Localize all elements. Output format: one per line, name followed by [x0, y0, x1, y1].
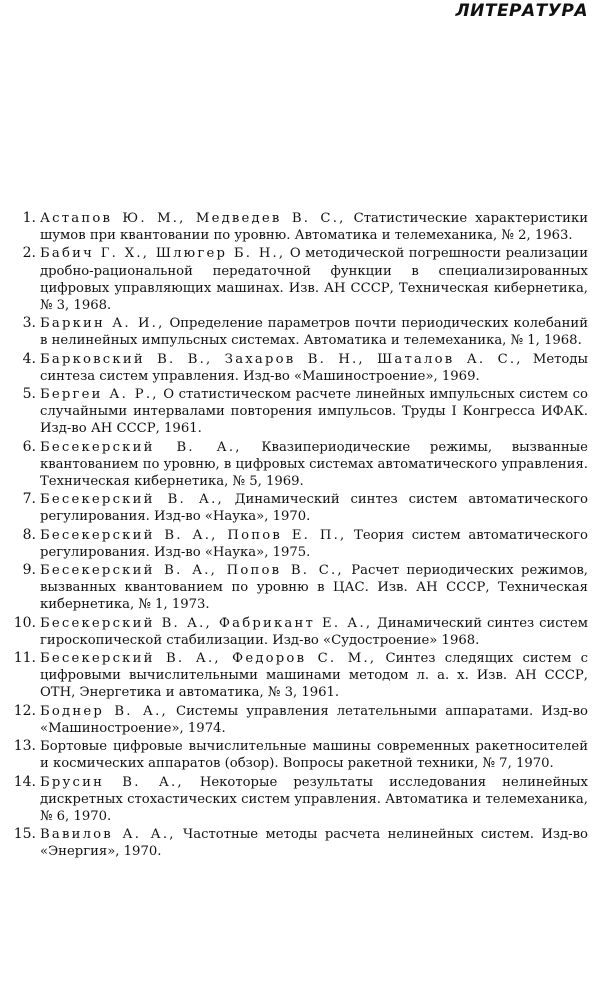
reference-authors: Бесекерский В. А., Попов Е. П., [40, 527, 347, 543]
reference-number: 13. [13, 738, 36, 755]
reference-authors: Боднер В. А., [40, 703, 168, 719]
reference-item [6, 826, 588, 860]
reference-number: 8. [22, 526, 36, 543]
reference-text: Частотные методы расчета нелинейных систем. Изд-во «Энергия», 1970. [40, 827, 588, 860]
reference-text: Некоторые результаты исследования нелинейных дискретных стохастических систем управления. Автоматика и телемеханика, № 6, 1970. [40, 774, 588, 824]
reference-number: 15. [13, 826, 36, 843]
reference-item [6, 315, 588, 349]
reference-number: 9. [22, 562, 36, 579]
reference-text: Квазипериодические режимы, вызванные квантованием по уровню, в цифровых системах автоматического управления. Техническая кибернетика, № 5, 1969. [40, 439, 588, 490]
reference-text: Бортовые цифровые вычислительные машины современных ракетносителей и космических аппаратов (обзор). Вопросы ракетной техники, № 7, 1970. [40, 739, 588, 772]
reference-number: 6. [22, 438, 36, 455]
reference-authors: Бесекерский В. А., Фабрикант Е. А., [40, 615, 373, 631]
reference-authors: Баркин А. И., [40, 316, 165, 332]
reference-item [6, 245, 588, 314]
reference-text: О методической погрешности реализации дробно-рациональной передаточной функции в специализированных цифровых управляющих машинах. Изв. АН СССР, Техническая кибернетика, № 3, 1968. [40, 246, 589, 314]
reference-item [6, 703, 588, 737]
reference-authors: Бабич Г. Х., Шлюгер Б. Н., [40, 246, 286, 262]
reference-item [6, 491, 588, 525]
reference-number: 14. [13, 773, 36, 790]
reference-authors: Вавилов А. А., [40, 827, 176, 843]
reference-text: Статистические характеристики шумов при квантовании по уровню. Автоматика и телемеханика, № 2, 1963. [40, 211, 588, 244]
page-heading: ЛИТЕРАТУРА [455, 1, 588, 21]
reference-item [6, 527, 588, 561]
reference-number: 2. [22, 245, 36, 262]
reference-item [6, 439, 588, 491]
reference-authors: Брусин В. А., [40, 774, 184, 790]
reference-item [6, 562, 588, 614]
reference-authors: Бесекерский В. А., [40, 439, 242, 455]
reference-item [6, 351, 588, 385]
reference-number: 11. [13, 650, 36, 667]
reference-item [6, 615, 588, 649]
reference-text: Синтез следящих систем с цифровыми вычислительными машинами методом л. а. х. Изв. АН СССР, ОТН, Энергетика и автоматика, № 3, 1961. [40, 651, 588, 701]
reference-text: Системы управления летательными аппаратами. Изд-во «Машиностроение», 1974. [40, 703, 588, 736]
reference-number: 7. [22, 491, 36, 508]
reference-authors: Бесекерский В. А., Попов В. С., [40, 563, 344, 579]
reference-authors: Бесекерский В. А., [40, 492, 224, 508]
reference-text: Динамический синтез систем автоматического регулирования. Изд-во «Наука», 1970. [40, 492, 588, 525]
reference-number: 12. [13, 702, 36, 719]
reference-text: Методы синтеза систем управления. Изд-во «Машиностроение», 1969. [40, 351, 588, 384]
reference-text: О статистическом расчете линейных импульсных систем со случайными интервалами повторения импульсов. Труды I Конгресса ИФАК. Изд-во АН СССР, 1961. [40, 387, 588, 437]
reference-item [6, 386, 588, 438]
reference-authors: Бесекерский В. А., Федоров С. М., [40, 651, 377, 667]
reference-number: 5. [22, 386, 36, 403]
reference-list [6, 210, 588, 862]
reference-authors: Бергеи А. Р., [40, 387, 159, 403]
reference-text: Определение параметров почти периодических колебаний в нелинейных импульсных системах. Автоматика и телемеханика, № 1, 1968. [40, 316, 588, 349]
reference-number: 4. [22, 350, 36, 367]
reference-number: 3. [22, 315, 36, 332]
reference-authors: Астапов Ю. М., Медведев В. С., [40, 211, 346, 226]
reference-text: Расчет периодических режимов, вызванных квантованием по уровню в ЦАС. Изв. АН СССР, Техническая кибернетика, № 1, 1973. [40, 563, 588, 613]
reference-item [6, 210, 588, 244]
reference-authors: Барковский В. В., Захаров В. Н., Шаталов А. С., [40, 351, 523, 367]
reference-item [6, 738, 588, 772]
reference-text: Теория систем автоматического регулирования. Изд-во «Наука», 1975. [40, 527, 588, 560]
reference-number: 1. [22, 210, 36, 226]
reference-item [6, 774, 588, 826]
reference-text: Динамический синтез систем гироскопической стабилизации. Изд-во «Судостроение» 1968. [40, 615, 588, 648]
reference-number: 10. [13, 614, 36, 631]
reference-item [6, 650, 588, 702]
